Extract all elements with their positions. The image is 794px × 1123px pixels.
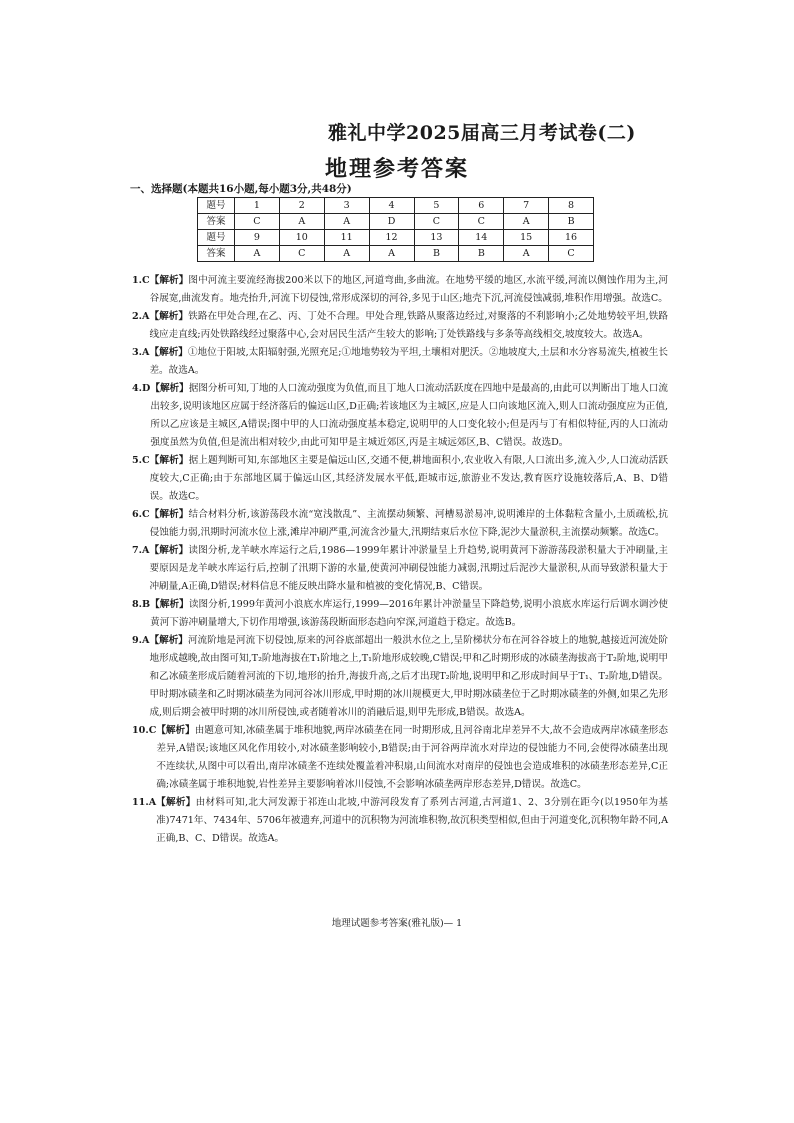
table-cell: 9 bbox=[235, 230, 280, 246]
explanation-number: 7.A bbox=[132, 545, 150, 556]
answer-table-body bbox=[198, 198, 594, 262]
explanation-item bbox=[132, 380, 668, 452]
table-row bbox=[198, 198, 594, 214]
table-cell: A bbox=[504, 214, 549, 230]
table-cell: 10 bbox=[279, 230, 324, 246]
table-cell: A bbox=[504, 246, 549, 262]
explanation-number: 1.C bbox=[132, 275, 150, 286]
table-cell: 3 bbox=[324, 198, 369, 214]
explanation-text: ①地位于阳坡,太阳辐射强,光照充足;①地地势较为平坦,土壤相对肥沃。②地坡度大,土层和水分容易流失,植被生长差。故选A。 bbox=[149, 347, 669, 376]
table-cell: B bbox=[459, 246, 504, 262]
page-footer: 地理试题参考答案(雅礼版)— 1 bbox=[331, 918, 463, 929]
table-cell: 12 bbox=[369, 230, 414, 246]
explanation-body bbox=[150, 596, 668, 632]
explanation-number: 6.C bbox=[132, 509, 150, 520]
table-row bbox=[198, 246, 594, 262]
table-cell: 7 bbox=[504, 198, 549, 214]
table-cell: 2 bbox=[279, 198, 324, 214]
table-cell: 15 bbox=[504, 230, 549, 246]
table-cell: A bbox=[324, 246, 369, 262]
explanation-text: 图中河流主要流经海拔200米以下的地区,河道弯曲,多曲流。在地势平缓的地区,水流平缓,河流以侧蚀作用为主,河谷展宽,曲流发育。地壳抬升,河流下切侵蚀,常形成深切的河谷,多见于山区;地壳下沉,河流侵蚀减弱,堆积作用增强。故选C。 bbox=[149, 275, 668, 304]
analysis-tag: 【解析】 bbox=[156, 797, 196, 808]
explanation-item bbox=[132, 596, 668, 632]
answer-table bbox=[197, 197, 594, 262]
analysis-tag: 【解析】 bbox=[149, 347, 188, 358]
explanation-body bbox=[156, 722, 668, 794]
table-row-label: 答案 bbox=[198, 214, 235, 230]
table-row bbox=[198, 230, 594, 246]
table-cell: 16 bbox=[549, 230, 594, 246]
explanation-body bbox=[149, 308, 668, 344]
explanation-item bbox=[132, 542, 668, 596]
analysis-tag: 【解析】 bbox=[149, 311, 189, 322]
table-cell: 5 bbox=[414, 198, 459, 214]
table-row-label: 题号 bbox=[198, 230, 235, 246]
explanation-item bbox=[132, 452, 668, 506]
table-cell: C bbox=[414, 214, 459, 230]
explanation-body bbox=[150, 452, 668, 506]
explanation-text: 据图分析可知,丁地的人口流动强度为负值,而且丁地人口流动活跃度在四地中是最高的,由此可以判断出丁地人口流出较多,说明该地区应属于经济落后的偏远山区,D正确;若该地区为主城区,应是人口向该地区流入,则人口流动强度应为正值,所以乙应该是主城区,A错误;图中甲的人口流动强度基本稳定,说明甲的人口变化较小;但是丙与丁有相似特征,丙的人口流动强度虽然为负值,但是流出相对较少,由此可知甲是主城近郊区,丙是主城远郊区,B、C错误。故选D。 bbox=[150, 383, 669, 448]
analysis-tag: 【解析】 bbox=[149, 455, 189, 466]
table-cell: 6 bbox=[459, 198, 504, 214]
table-cell: C bbox=[549, 246, 594, 262]
table-cell: 1 bbox=[235, 198, 280, 214]
table-cell: B bbox=[414, 246, 459, 262]
table-cell: D bbox=[369, 214, 414, 230]
analysis-tag: 【解析】 bbox=[156, 725, 195, 736]
table-cell: C bbox=[279, 246, 324, 262]
explanation-list bbox=[132, 272, 668, 848]
explanation-item bbox=[132, 308, 668, 344]
explanation-text: 结合材料分析,该游荡段水流“宽浅散乱”、主流摆动频繁、河槽易淤易冲,说明滩岸的土体黏粒含量小,土质疏松,抗侵蚀能力弱,汛期时河流水位上涨,滩岸冲刷严重,河流含沙量大,汛期结束后水位下降,泥沙大量淤积,主流摆动频繁。故选C。 bbox=[149, 509, 669, 538]
explanation-body bbox=[149, 344, 668, 380]
explanation-number: 5.C bbox=[132, 455, 150, 466]
table-cell: A bbox=[369, 246, 414, 262]
explanation-text: 由题意可知,冰碛垄属于堆积地貌,两岸冰碛垄在同一时期形成,且河谷南北岸差异不大,故不会造成两岸冰碛垄形态差异,A错误;该地区风化作用较小,对冰碛垄影响较小,B错误;由于河谷两岸流水对岸边的侵蚀能力不同,会使得冰碛垄出现不连续状,从图中可以看出,南岸冰碛垄不连续处覆盖着冲积扇,山间流水对南岸的侵蚀也会造成堆积的冰碛垄形态差异,C正确;冰碛垄属于堆积地貌,岩性差异主要影响着冰川侵蚀,不会影响冰碛垄两岸形态差异,D错误。故选C。 bbox=[156, 725, 668, 790]
explanation-body bbox=[150, 506, 668, 542]
explanation-number: 10.C bbox=[132, 725, 157, 736]
table-cell: B bbox=[549, 214, 594, 230]
analysis-tag: 【解析】 bbox=[149, 509, 189, 520]
explanation-item bbox=[132, 344, 668, 380]
explanation-text: 河流阶地是河流下切侵蚀,原来的河谷底部超出一般洪水位之上,呈阶梯状分布在河谷谷坡上的地貌,越接近河流处阶地形成越晚,故由图可知,T₂阶地海拔在T₁阶地之上,T₁阶地形成较晚,C错误;甲和乙时期形成的冰碛垄海拔高于T₂阶地,说明甲和乙冰碛垄形成后随着河流的下切,地形的抬升,海拔升高,之后才出现T₂阶地,说明甲和乙形成时间早于T₁、T₂阶地,D错误。甲时期冰碛垄和乙时期冰碛垄为同河谷冰川形成,甲时期的冰川规模更大,甲时期冰碛垄位于乙时期冰碛垄的外侧,如果乙先形成,则后期会被甲时期的冰川所侵蚀,或者随着冰川的消融后退,则甲先形成,B错误。故选A。 bbox=[149, 635, 669, 718]
table-cell: 13 bbox=[414, 230, 459, 246]
explanation-text: 铁路在甲处合理,在乙、丙、丁处不合理。甲处合理,铁路从聚落边经过,对聚落的不利影响小;乙处地势较平坦,铁路线应走直线;丙处铁路线经过聚落中心,会对居民生活产生较大的影响;丁处铁路线与多条等高线相交,坡度较大。故选A。 bbox=[149, 311, 669, 340]
explanation-text: 读图分析,龙羊峡水库运行之后,1986—1999年累计冲淤量呈上升趋势,说明黄河下游游荡段淤积量大于冲刷量,主要原因是龙羊峡水库运行后,控制了汛期下游的水量,使黄河冲刷侵蚀能力减弱,汛期过后泥沙大量淤积,从而导致淤积量大于冲刷量,A正确,D错误;材料信息不能反映出降水量和植被的变化情况,B、C错误。 bbox=[149, 545, 669, 592]
answer-key-title: 地理参考答案 bbox=[324, 156, 469, 182]
table-cell: C bbox=[459, 214, 504, 230]
explanation-number: 9.A bbox=[132, 635, 150, 646]
analysis-tag: 【解析】 bbox=[150, 383, 189, 394]
table-cell: 11 bbox=[324, 230, 369, 246]
explanation-item bbox=[132, 632, 668, 722]
explanation-body bbox=[149, 632, 668, 722]
explanation-body bbox=[156, 794, 668, 848]
table-cell: 14 bbox=[459, 230, 504, 246]
explanation-number: 2.A bbox=[132, 311, 150, 322]
explanation-text: 由材料可知,北大河发源于祁连山北坡,中游河段发育了系列古河道,古河道1、2、3分别在距今(以1950年为基准)7471年、7434年、5706年被遗弃,河道中的沉积物为河流堆积物,故沉积类型相似,但由于河道变化,沉积物年龄不同,A正确,B、C、D错误。故选A。 bbox=[156, 797, 669, 844]
table-cell: C bbox=[235, 214, 280, 230]
explanation-body bbox=[150, 380, 668, 452]
table-cell: A bbox=[324, 214, 369, 230]
explanation-text: 据上题判断可知,东部地区主要是偏远山区,交通不便,耕地面积小,农业收入有限,人口流出多,流入少,人口流动活跃度较大,C正确;由于东部地区属于偏远山区,其经济发展水平低,距城市远,旅游业不发达,教育医疗设施较落后,A、B、D错误。故选C。 bbox=[149, 455, 668, 502]
section-heading-multiple-choice: 一、选择题(本题共16小题,每小题3分,共48分) bbox=[130, 183, 352, 195]
table-cell: 4 bbox=[369, 198, 414, 214]
explanation-number: 4.D bbox=[132, 383, 151, 394]
explanation-item bbox=[132, 722, 668, 794]
explanation-number: 3.A bbox=[132, 347, 150, 358]
explanation-item bbox=[132, 272, 668, 308]
explanation-item bbox=[132, 794, 668, 848]
explanation-number: 11.A bbox=[132, 797, 157, 808]
analysis-tag: 【解析】 bbox=[149, 275, 189, 286]
explanation-number: 8.B bbox=[132, 599, 151, 610]
table-cell: A bbox=[279, 214, 324, 230]
explanation-body bbox=[150, 272, 668, 308]
analysis-tag: 【解析】 bbox=[149, 545, 189, 556]
table-row-label: 题号 bbox=[198, 198, 235, 214]
explanation-body bbox=[149, 542, 668, 596]
table-row-label: 答案 bbox=[198, 246, 235, 262]
explanation-text: 读图分析,1999年黄河小浪底水库运行,1999—2016年累计冲淤量呈下降趋势,说明小浪底水库运行后调水调沙使黄河下游冲刷量增大,下切作用增强,该游荡段断面形态趋向窄深,河道趋于稳定。故选B。 bbox=[150, 599, 668, 628]
explanation-item bbox=[132, 506, 668, 542]
table-cell: 8 bbox=[549, 198, 594, 214]
school-exam-title: 雅礼中学2025届高三月考试卷(二) bbox=[328, 122, 636, 144]
table-row bbox=[198, 214, 594, 230]
table-cell: A bbox=[235, 246, 280, 262]
analysis-tag: 【解析】 bbox=[149, 635, 188, 646]
analysis-tag: 【解析】 bbox=[150, 599, 189, 610]
